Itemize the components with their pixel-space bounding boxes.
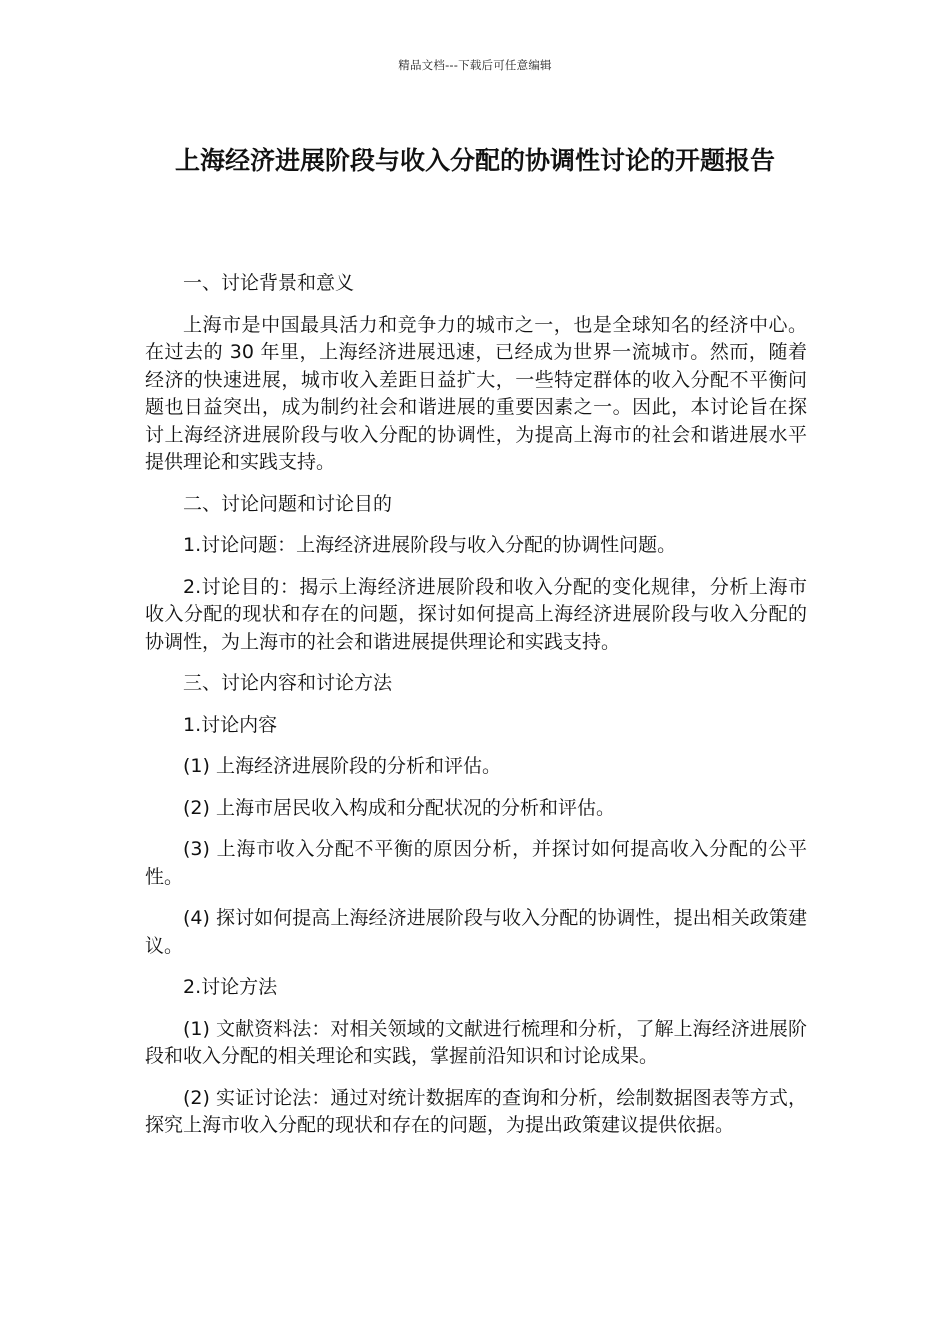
page-header: 精品文档---下载后可任意编辑 — [398, 58, 552, 72]
list-item-method-1: (1) 文献资料法：对相关领域的文献进行梳理和分析，了解上海经济进展阶段和收入分配的相关理论和实践，掌握前沿知识和讨论成果。 — [145, 1017, 807, 1067]
document-title: 上海经济进展阶段与收入分配的协调性讨论的开题报告 — [174, 146, 775, 175]
subheading-content: 1.讨论内容 — [183, 713, 278, 736]
list-item-content-2: (2) 上海市居民收入构成和分配状况的分析和评估。 — [183, 796, 615, 819]
section-heading-questions: 二、讨论问题和讨论目的 — [183, 492, 393, 515]
section-heading-content-methods: 三、讨论内容和讨论方法 — [183, 672, 393, 694]
paragraph-background: 上海市是中国最具活力和竞争力的城市之一，也是全球知名的经济中心。在过去的 30 年里，上海经济进展迅速，已经成为世界一流城市。然而，随着经济的快速进展，城市收入差距日益扩大，一些特定群体的收入分配不平衡问题也日益突出，成为制约社会和谐进展的重要因素之一。因此，本讨论旨在探讨上海经济进展阶段与收入分配的协调性，为提高上海市的社会和谐进展水平提供理论和实践支持。 — [145, 313, 807, 473]
document-body — [145, 270, 807, 1154]
list-item-content-4: (4) 探讨如何提高上海经济进展阶段与收入分配的协调性，提出相关政策建议。 — [145, 907, 807, 957]
list-item-content-3: (3) 上海市收入分配不平衡的原因分析，并探讨如何提高收入分配的公平性。 — [145, 838, 807, 888]
subheading-methods: 2.讨论方法 — [183, 976, 278, 998]
list-item-content-1: (1) 上海经济进展阶段的分析和评估。 — [183, 755, 501, 777]
paragraph-research-question: 1.讨论问题：上海经济进展阶段与收入分配的协调性问题。 — [183, 534, 677, 556]
paragraph-research-purpose: 2.讨论目的：揭示上海经济进展阶段和收入分配的变化规律，分析上海市收入分配的现状和存在的问题，探讨如何提高上海经济进展阶段与收入分配的协调性，为上海市的社会和谐进展提供理论和实践支持。 — [145, 575, 807, 653]
section-heading-background: 一、讨论背景和意义 — [183, 272, 355, 294]
list-item-method-2: (2) 实证讨论法：通过对统计数据库的查询和分析，绘制数据图表等方式，探究上海市收入分配的现状和存在的问题，为提出政策建议提供依据。 — [145, 1086, 807, 1136]
